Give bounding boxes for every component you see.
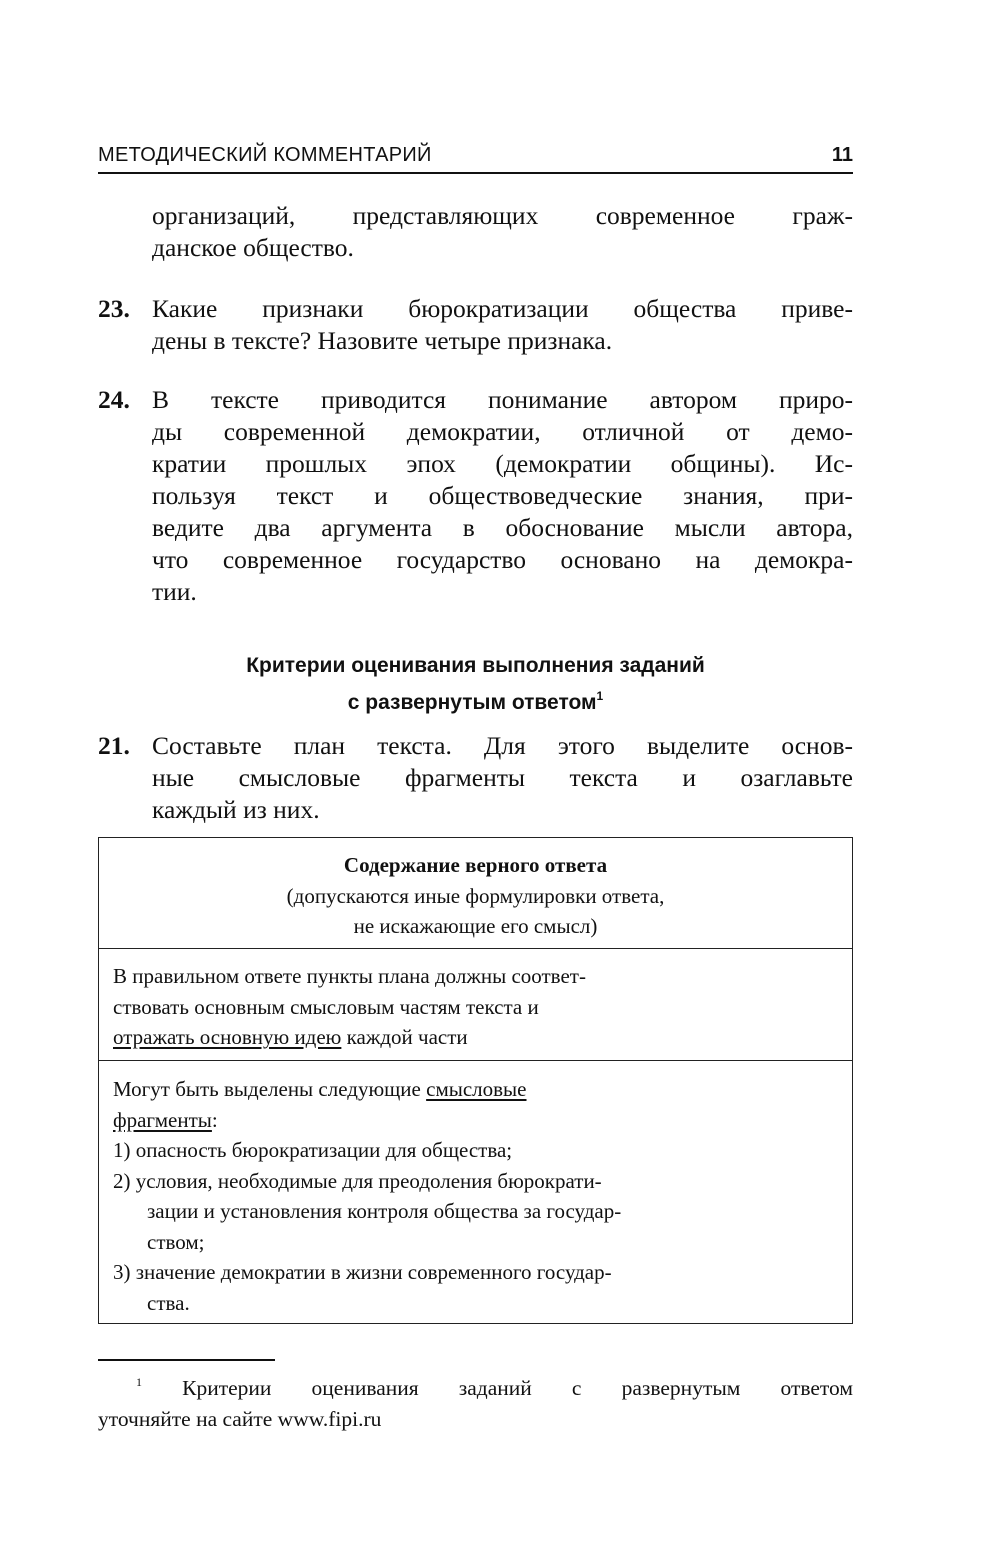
text-line: каждой части	[341, 1025, 468, 1049]
text-line: кратии прошлых эпох (демократии общины). Ис-	[152, 449, 853, 478]
list-number: 1)	[113, 1138, 131, 1162]
header-rule	[98, 172, 853, 174]
answer-criteria-table	[98, 837, 853, 1324]
criteria-heading-line1: Критерии оценивания выполнения заданий	[246, 654, 705, 677]
text-line: дены в тексте? Назовите четыре признака.	[152, 326, 613, 355]
text-line: ды современной демократии, отличной от демо-	[152, 417, 853, 446]
list-number: 2)	[113, 1168, 131, 1193]
page-number: 11	[831, 144, 853, 166]
text-line: тии.	[152, 577, 197, 606]
list-number: 3)	[113, 1260, 131, 1284]
text-line: каждый из них.	[152, 795, 320, 824]
text-line: опасность бюрократизации для общества;	[135, 1138, 513, 1162]
table-header-title: Содержание верного ответа	[343, 853, 608, 877]
footnote-line: Критерии оценивания заданий с развернутым ответом	[142, 1376, 853, 1400]
underlined-text: смысловые	[426, 1077, 527, 1101]
question-number-21: 21.	[98, 731, 130, 760]
table-row	[99, 1061, 852, 1323]
table-header-note: (допускаются иные формулировки ответа,	[286, 883, 665, 908]
table-row	[99, 949, 852, 1061]
text-line: что современное государство основано на демокра-	[152, 545, 853, 574]
text-line: Могут быть выделены следующие	[113, 1077, 427, 1101]
footnote-mark: 1	[136, 1375, 142, 1389]
text-line: ства.	[147, 1290, 190, 1315]
text-line: ные смысловые фрагменты текста и озаглавьте	[152, 763, 853, 792]
text-line: значение демократии в жизни современного государ-	[135, 1260, 612, 1284]
criteria-heading	[98, 650, 853, 718]
criteria-heading-line2: с развернутым ответом	[347, 691, 597, 714]
question-number-23: 23.	[98, 294, 130, 323]
list-item	[113, 1166, 803, 1197]
question-21	[152, 730, 853, 826]
text-line: В тексте приводится понимание автором приро-	[152, 385, 853, 414]
text-line: зации и установления контроля общества за государ-	[147, 1199, 622, 1223]
underlined-text: фрагменты	[113, 1107, 212, 1132]
underlined-text: отражать основную идею	[113, 1025, 342, 1049]
footnote	[98, 1367, 853, 1435]
table-header-note: не искажающие его смысл)	[353, 914, 598, 938]
punctuation: :	[211, 1107, 218, 1132]
footnote-reference: 1	[596, 689, 604, 703]
text-line: ством;	[147, 1229, 205, 1254]
text-line: условия, необходимые для преодоления бюрократи-	[135, 1168, 602, 1193]
text-line: данское общество.	[152, 233, 354, 262]
text-line: Составьте план текста. Для этого выделите основ-	[152, 731, 853, 760]
text-line: В правильном ответе пункты плана должны соответ-	[113, 964, 586, 988]
running-header	[98, 144, 853, 172]
continuation-paragraph	[152, 200, 853, 264]
text-line: Какие признаки бюрократизации общества приве-	[152, 294, 853, 323]
question-number-24: 24.	[98, 385, 130, 414]
list-item	[113, 1135, 803, 1166]
text-line: пользуя текст и обществоведческие знания, при-	[152, 481, 853, 510]
list-item	[113, 1257, 803, 1288]
text-line: ведите два аргумента в обоснование мысли автора,	[152, 513, 853, 542]
text-line: ствовать основным смысловым частям текста и	[113, 994, 539, 1019]
question-23	[152, 293, 853, 357]
footnote-rule	[98, 1359, 275, 1361]
table-header-row	[99, 838, 852, 949]
footnote-line: уточняйте на сайте www.fipi.ru	[98, 1407, 382, 1431]
running-header-title: МЕТОДИЧЕСКИЙ КОММЕНТАРИЙ	[98, 144, 432, 166]
question-24	[152, 384, 853, 608]
text-line: организаций, представляющих современное граж-	[152, 201, 853, 230]
